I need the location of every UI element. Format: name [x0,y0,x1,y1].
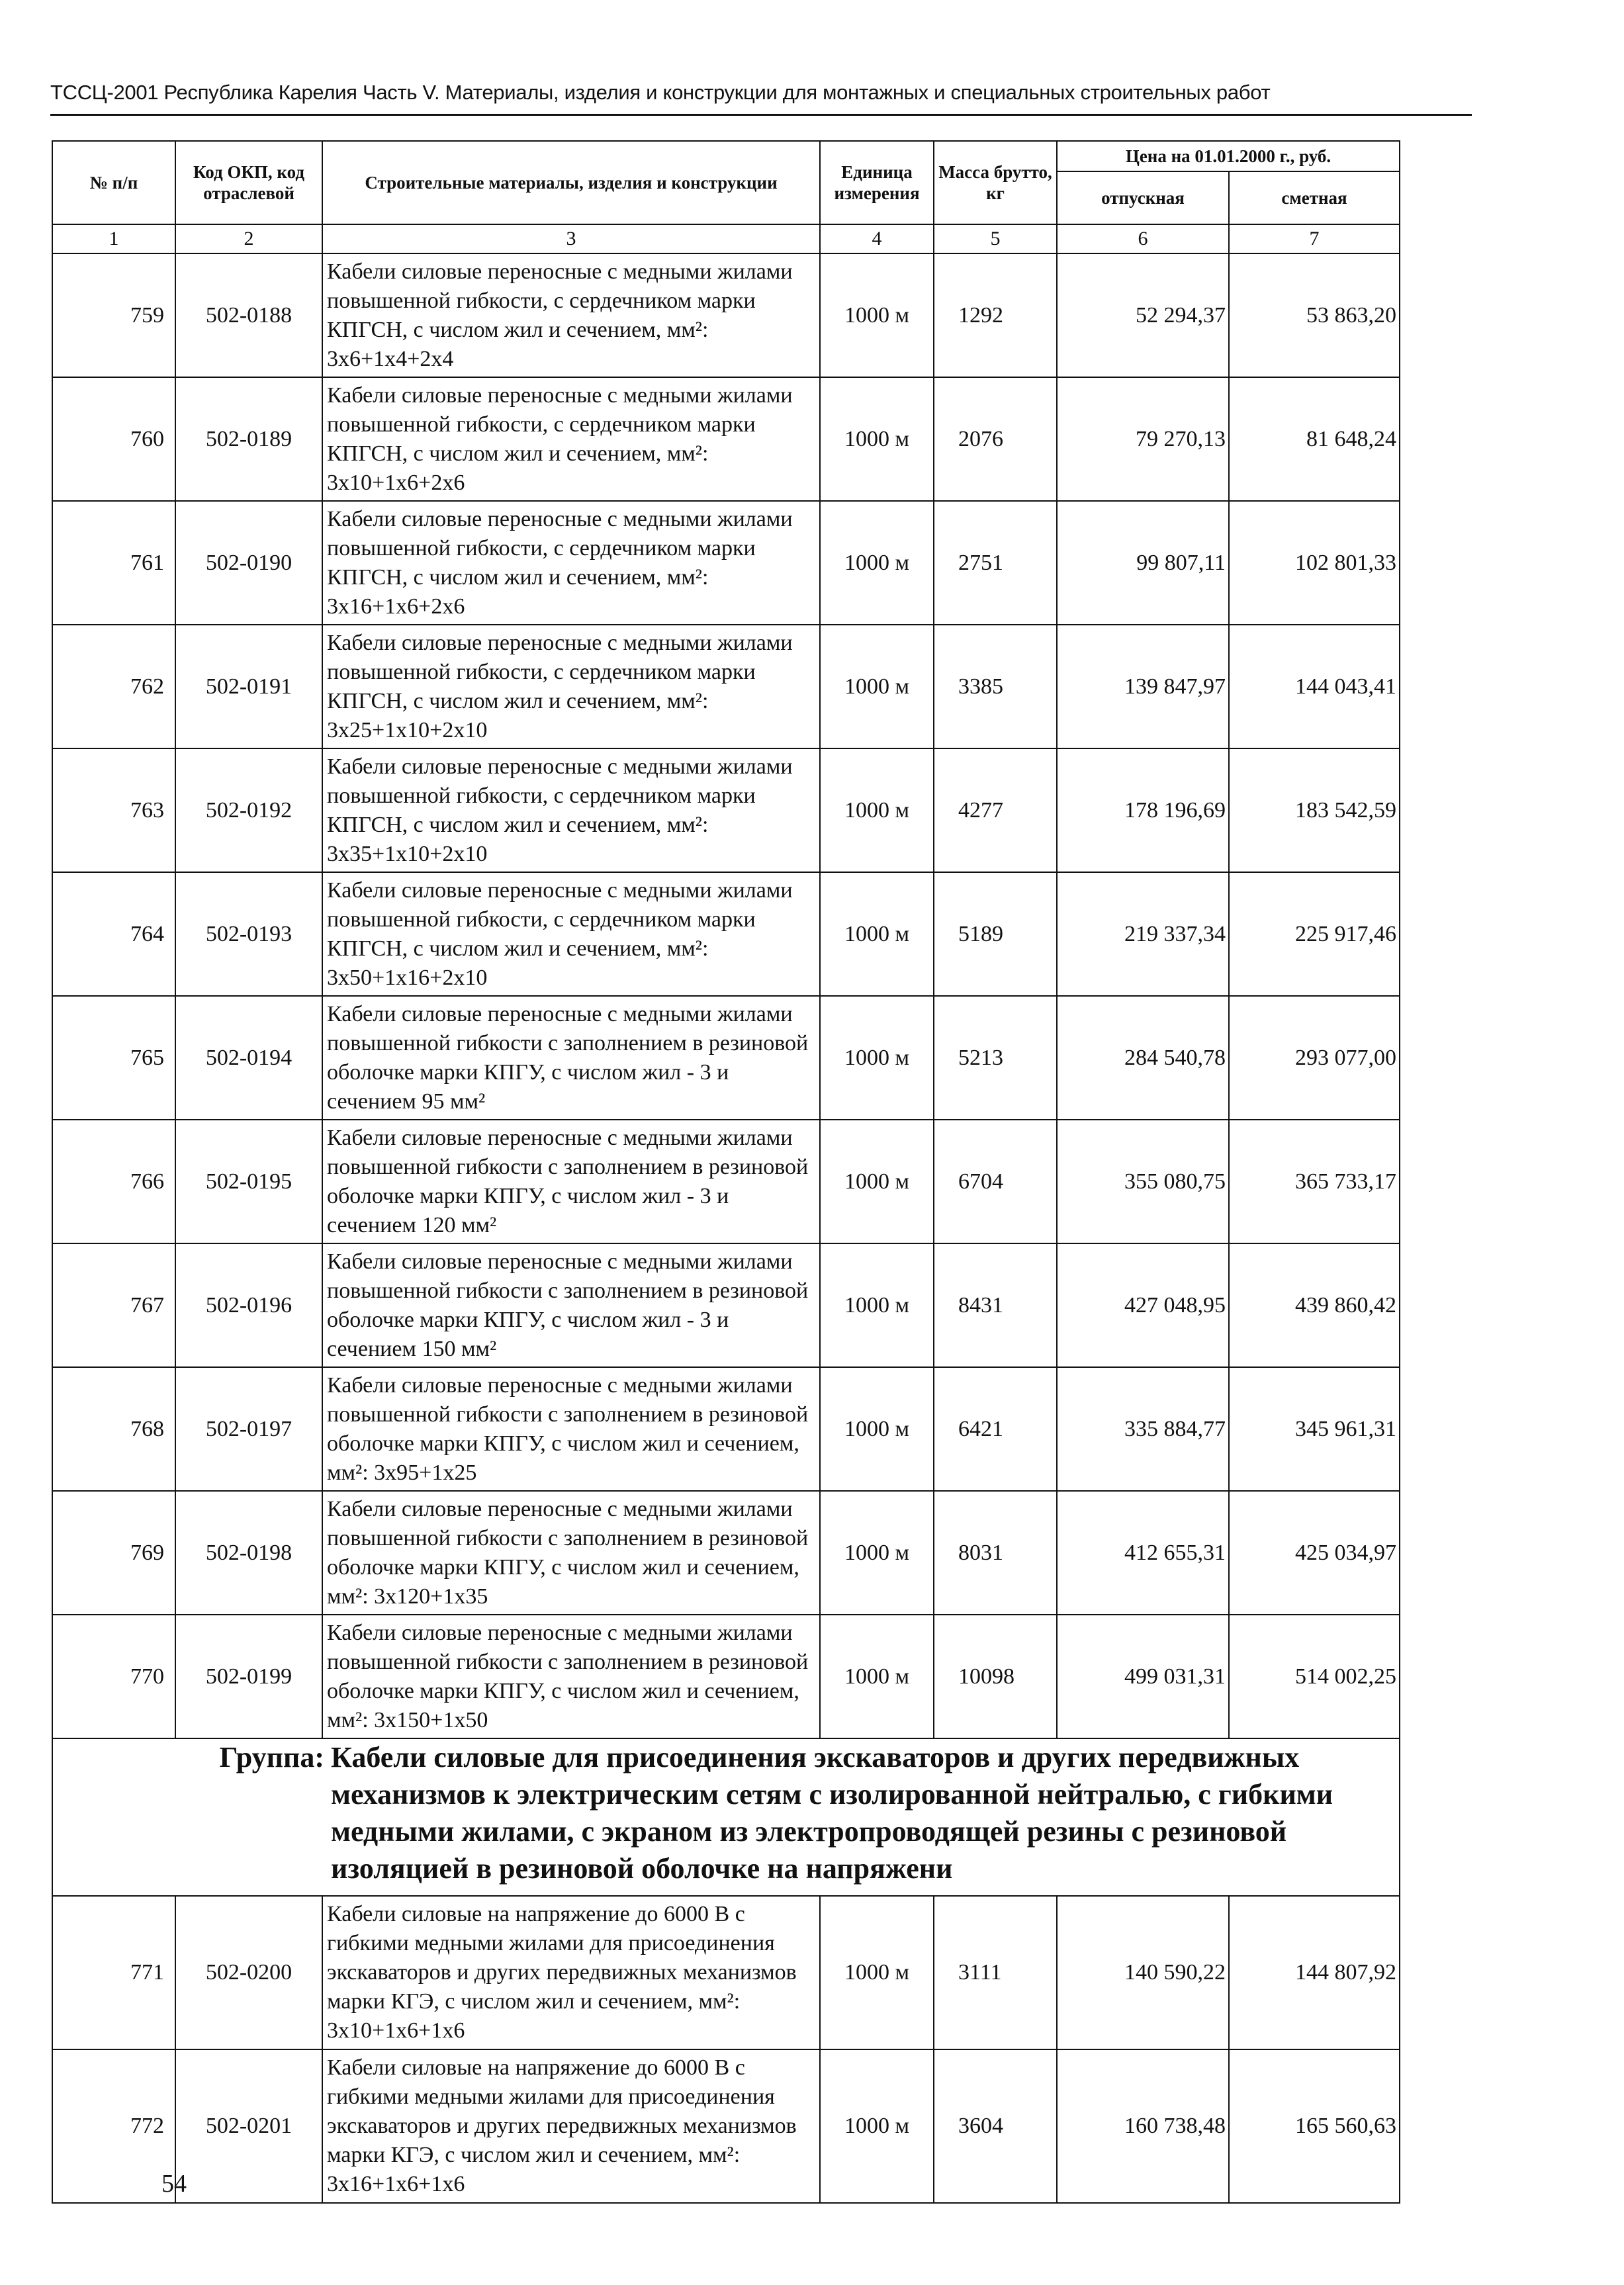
table-row [52,253,1400,377]
cell-mass: 5189 [934,872,1057,996]
column-number: 5 [934,224,1057,253]
cell-unit: 1000 м [820,1367,934,1491]
cell-unit: 1000 м [820,377,934,501]
cell-mass: 5213 [934,996,1057,1120]
cell-p2: 293 077,00 [1229,996,1400,1120]
header-code: Код ОКП, код отраслевой [175,141,322,224]
cell-p2: 144 043,41 [1229,625,1400,748]
cell-mass: 3111 [934,1896,1057,2049]
header-mass: Масса брутто, кг [934,141,1057,224]
cell-unit: 1000 м [820,1120,934,1243]
column-number-row [52,224,1400,253]
header-price-group: Цена на 01.01.2000 г., руб. [1057,141,1400,171]
cell-num: 767 [52,1243,175,1367]
cell-num: 764 [52,872,175,996]
cell-unit: 1000 м [820,1491,934,1615]
cell-desc: Кабели силовые переносные с медными жилами повышенной гибкости, с сердечником марки КПГСН, с числом жил и сечением, мм²: 3х25+1х10+2х10 [322,625,820,748]
cell-desc: Кабели силовые на напряжение до 6000 В с гибкими медными жилами для присоединения экскаваторов и других передвижных механизмов марки КГЭ, с числом жил и сечением, мм²: 3х10+1х6+1х6 [322,1896,820,2049]
cell-num: 761 [52,501,175,625]
cell-p2: 439 860,42 [1229,1243,1400,1367]
cell-code: 502-0195 [175,1120,322,1243]
table-row [52,625,1400,748]
table-row [52,2049,1400,2203]
cell-p1: 139 847,97 [1057,625,1229,748]
column-number: 1 [52,224,175,253]
cell-p2: 225 917,46 [1229,872,1400,996]
cell-desc: Кабели силовые переносные с медными жилами повышенной гибкости, с сердечником марки КПГСН, с числом жил и сечением, мм²: 3х6+1х4+2х4 [322,253,820,377]
cell-unit: 1000 м [820,1896,934,2049]
cell-num: 759 [52,253,175,377]
cell-num: 771 [52,1896,175,2049]
header-divider [50,114,1472,116]
cell-p2: 81 648,24 [1229,377,1400,501]
table-row [52,1120,1400,1243]
column-number: 6 [1057,224,1229,253]
cell-num: 762 [52,625,175,748]
cell-num: 763 [52,748,175,872]
cell-p2: 345 961,31 [1229,1367,1400,1491]
cell-unit: 1000 м [820,1243,934,1367]
page-number: 54 [161,2170,187,2198]
cell-p2: 514 002,25 [1229,1615,1400,1738]
cell-code: 502-0189 [175,377,322,501]
cell-desc: Кабели силовые переносные с медными жилами повышенной гибкости с заполнением в резиновой оболочке марки КПГУ, с числом жил и сечением, мм²: 3х150+1х50 [322,1615,820,1738]
table-row [52,501,1400,625]
cell-mass: 2076 [934,377,1057,501]
group-cell [52,1738,1400,1896]
cell-p2: 425 034,97 [1229,1491,1400,1615]
cell-unit: 1000 м [820,996,934,1120]
cell-mass: 6704 [934,1120,1057,1243]
cell-p1: 140 590,22 [1057,1896,1229,2049]
cell-p2: 183 542,59 [1229,748,1400,872]
cell-desc: Кабели силовые на напряжение до 6000 В с гибкими медными жилами для присоединения экскаваторов и других передвижных механизмов марки КГЭ, с числом жил и сечением, мм²: 3х16+1х6+1х6 [322,2049,820,2203]
column-number: 2 [175,224,322,253]
cell-code: 502-0188 [175,253,322,377]
cell-code: 502-0190 [175,501,322,625]
cell-mass: 6421 [934,1367,1057,1491]
group-title: Кабели силовые для присоединения экскаваторов и других передвижных механизмов к электрическим сетям с изолированной нейтралью, с гибкими медными жилами, с экраном из электропроводящей резины с резиновой изоляцией в резиновой оболочке на напряжени [331,1741,1333,1885]
header-num: № п/п [52,141,175,224]
cell-desc: Кабели силовые переносные с медными жилами повышенной гибкости, с сердечником марки КПГСН, с числом жил и сечением, мм²: 3х10+1х6+2х6 [322,377,820,501]
header-unit: Единица измерения [820,141,934,224]
cell-code: 502-0194 [175,996,322,1120]
cell-unit: 1000 м [820,625,934,748]
header-price-estimate: сметная [1229,171,1400,224]
cell-code: 502-0191 [175,625,322,748]
table-row [52,1367,1400,1491]
cell-mass: 8031 [934,1491,1057,1615]
cell-num: 766 [52,1120,175,1243]
cell-num: 765 [52,996,175,1120]
cell-desc: Кабели силовые переносные с медными жилами повышенной гибкости с заполнением в резиновой оболочке марки КПГУ, с числом жил - 3 и сечением 150 мм² [322,1243,820,1367]
cell-unit: 1000 м [820,2049,934,2203]
table-row [52,1243,1400,1367]
table-row [52,996,1400,1120]
column-number: 7 [1229,224,1400,253]
cell-unit: 1000 м [820,253,934,377]
cell-unit: 1000 м [820,1615,934,1738]
table-row [52,377,1400,501]
cell-num: 772 [52,2049,175,2203]
cell-num: 770 [52,1615,175,1738]
cell-p1: 219 337,34 [1057,872,1229,996]
cell-mass: 1292 [934,253,1057,377]
cell-num: 769 [52,1491,175,1615]
cell-unit: 1000 м [820,872,934,996]
group-label: Группа: [219,1741,324,1773]
column-number: 3 [322,224,820,253]
cell-mass: 4277 [934,748,1057,872]
table-row [52,872,1400,996]
cell-mass: 10098 [934,1615,1057,1738]
cell-p1: 412 655,31 [1057,1491,1229,1615]
cell-mass: 3385 [934,625,1057,748]
group-row [52,1738,1400,1896]
header-price-release: отпускная [1057,171,1229,224]
cell-p1: 160 738,48 [1057,2049,1229,2203]
cell-p1: 99 807,11 [1057,501,1229,625]
cell-desc: Кабели силовые переносные с медными жилами повышенной гибкости, с сердечником марки КПГСН, с числом жил и сечением, мм²: 3х16+1х6+2х6 [322,501,820,625]
cell-code: 502-0192 [175,748,322,872]
cell-code: 502-0197 [175,1367,322,1491]
cell-p2: 165 560,63 [1229,2049,1400,2203]
cell-desc: Кабели силовые переносные с медными жилами повышенной гибкости с заполнением в резиновой оболочке марки КПГУ, с числом жил и сечением, мм²: 3х120+1х35 [322,1491,820,1615]
table-row [52,1896,1400,2049]
cell-code: 502-0193 [175,872,322,996]
cell-p1: 335 884,77 [1057,1367,1229,1491]
column-number: 4 [820,224,934,253]
cell-p2: 144 807,92 [1229,1896,1400,2049]
cell-p1: 355 080,75 [1057,1120,1229,1243]
cell-desc: Кабели силовые переносные с медными жилами повышенной гибкости с заполнением в резиновой оболочке марки КПГУ, с числом жил - 3 и сечением 120 мм² [322,1120,820,1243]
table-row [52,1615,1400,1738]
cell-code: 502-0199 [175,1615,322,1738]
cell-code: 502-0198 [175,1491,322,1615]
cell-p1: 52 294,37 [1057,253,1229,377]
cell-mass: 8431 [934,1243,1057,1367]
cell-p2: 365 733,17 [1229,1120,1400,1243]
cell-code: 502-0201 [175,2049,322,2203]
cell-p1: 178 196,69 [1057,748,1229,872]
table-row [52,1491,1400,1615]
cell-mass: 2751 [934,501,1057,625]
header-name: Строительные материалы, изделия и конструкции [322,141,820,224]
cell-p1: 284 540,78 [1057,996,1229,1120]
cell-p2: 102 801,33 [1229,501,1400,625]
cell-p2: 53 863,20 [1229,253,1400,377]
cell-code: 502-0200 [175,1896,322,2049]
table-row [52,748,1400,872]
cell-mass: 3604 [934,2049,1057,2203]
cell-p1: 499 031,31 [1057,1615,1229,1738]
cell-num: 760 [52,377,175,501]
cell-code: 502-0196 [175,1243,322,1367]
cell-desc: Кабели силовые переносные с медными жилами повышенной гибкости, с сердечником марки КПГСН, с числом жил и сечением, мм²: 3х50+1х16+2х10 [322,872,820,996]
cell-num: 768 [52,1367,175,1491]
cell-p1: 427 048,95 [1057,1243,1229,1367]
cell-desc: Кабели силовые переносные с медными жилами повышенной гибкости с заполнением в резиновой оболочке марки КПГУ, с числом жил и сечением, мм²: 3х95+1х25 [322,1367,820,1491]
cell-unit: 1000 м [820,748,934,872]
cell-desc: Кабели силовые переносные с медными жилами повышенной гибкости, с сердечником марки КПГСН, с числом жил и сечением, мм²: 3х35+1х10+2х10 [322,748,820,872]
document-header: ТССЦ-2001 Республика Карелия Часть V. Материалы, изделия и конструкции для монтажных и специальных строительных работ [50,81,1271,104]
cell-unit: 1000 м [820,501,934,625]
price-table [52,140,1400,2204]
cell-desc: Кабели силовые переносные с медными жилами повышенной гибкости с заполнением в резиновой оболочке марки КПГУ, с числом жил - 3 и сечением 95 мм² [322,996,820,1120]
cell-p1: 79 270,13 [1057,377,1229,501]
